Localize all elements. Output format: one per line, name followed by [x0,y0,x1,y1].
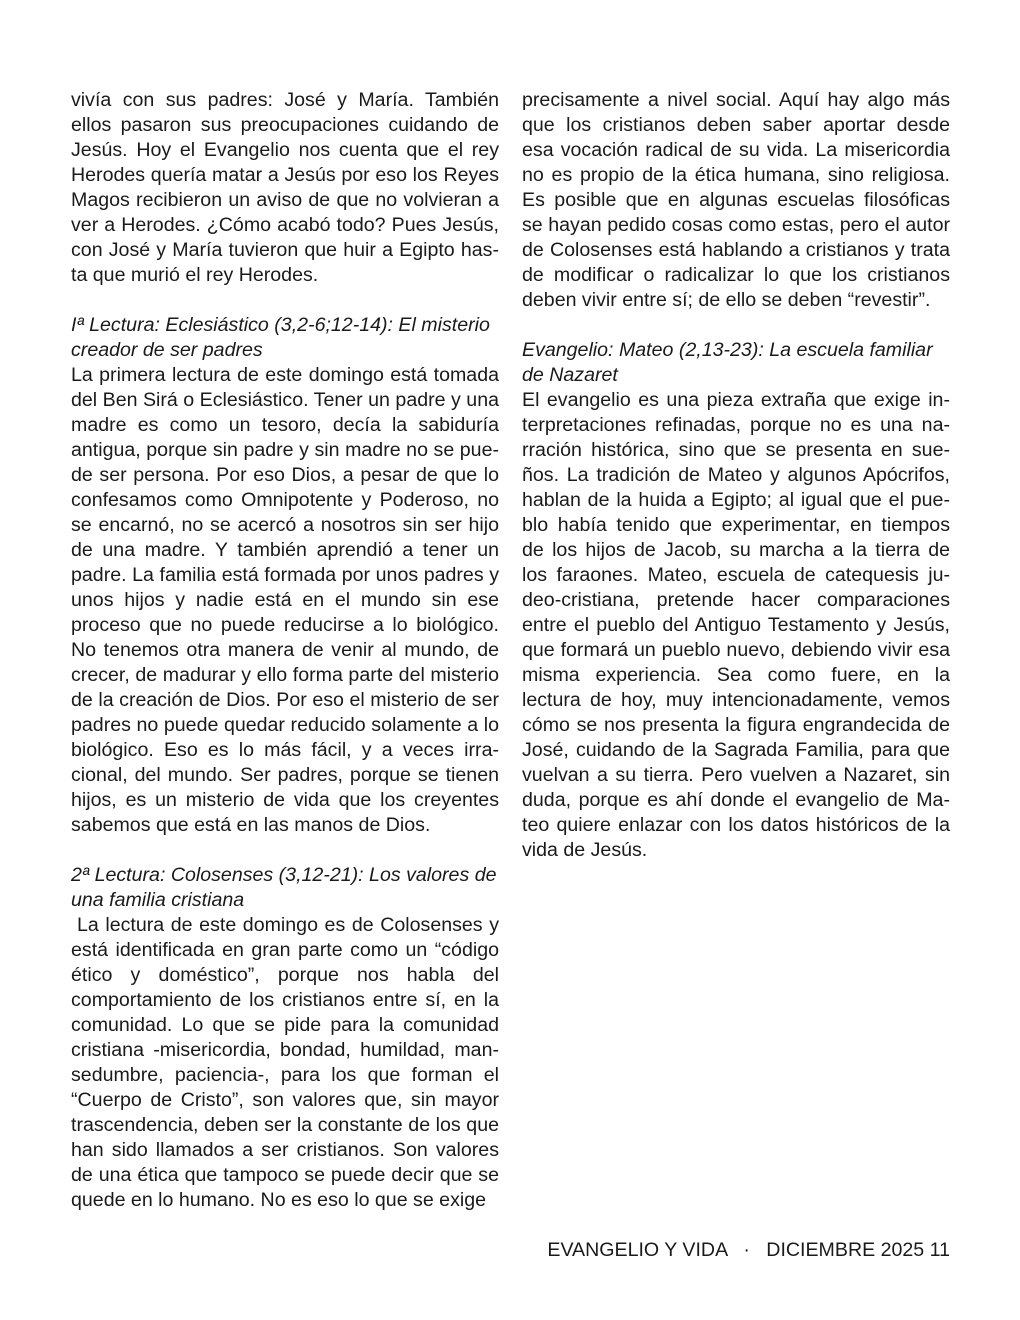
first-reading-body: La primera lectura de este domingo está tomada del Ben Sirá o Eclesiástico. Tener un padre y una madre es como un tesoro, decía la sabiduría antigua, porque sin padre y sin madre no se puede ser persona. Por eso Dios, a pesar de que lo confesamos como Omnipotente y Poderoso, no se encarnó, no se acercó a nosotros sin ser hijo de una madre. Y también aprendió a tener un padre. La familia está formada por unos padres y unos hijos y nadie está en el mundo sin ese proceso que no puede reducirse a lo biológico. No tenemos otra manera de venir al mundo, de crecer, de madurar y ello forma parte del misterio de la creación de Dios. Por eso el misterio de ser padres no puede quedar reducido solamente a lo biológico. Eso es lo más fácil, y a veces irracional, del mundo. Ser padres, porque se tienen hijos, es un misterio de vida que los creyentes sabemos que está en las manos de Dios. [71,364,499,836]
intro-paragraph: vivía con sus padres: José y María. También ellos pasaron sus preocupaciones cuidando de Jesús. Hoy el Evangelio nos cuenta que el rey Herodes quería matar a Jesús por eso los Reyes Magos recibieron un aviso de que no volvieran a ver a Herodes. ¿Cómo acabó todo? Pues Jesús, con José y María tuvieron que huir a Egipto hasta que murió el rey Herodes. [71,89,499,286]
footer-separator: · [743,1239,750,1261]
second-reading-body: La lectura de este domingo es de Colosenses y está identificada en gran parte como un “código ético y doméstico”, porque nos habla del comportamiento de los cristianos entre sí, en la comunidad. Lo que se pide para la comunidad cristiana -misericordia, bondad, humildad, mansedumbre, paciencia-, para los que forman el “Cuerpo de Cristo”, son valores que, sin mayor trascendencia, deben ser la constante de los que han sido llamados a ser cristianos. Son valores de una ética que tampoco se puede decir que se quede en lo humano. No es eso lo que se exige [71,914,499,1211]
publication-name: EVANGELIO Y VIDA [547,1239,728,1261]
left-column [71,88,499,1213]
gospel-body: El evangelio es una pieza extraña que exige interpretaciones refinadas, porque no es una narración histórica, sino que se presenta en sueños. La tradición de Mateo y algunos Apócrifos, hablan de la huida a Egipto; al igual que el pueblo había tenido que experimentar, en tiempos de los hijos de Jacob, su marcha a la tierra de los faraones. Mateo, escuela de catequesis judeo-cristiana, pretende hacer comparaciones entre el pueblo del Antiguo Testamento y Jesús, que formará un pueblo nuevo, debiendo vivir esa misma experiencia. Sea como fuere, en la lectura de hoy, muy intencionadamente, vemos cómo se nos presenta la figura engrandecida de José, cuidando de la Sagrada Familia, para que vuelvan a su tierra. Pero vuelven a Nazaret, sin duda, porque es ahí donde el evangelio de Mateo quiere enlazar con los datos históricos de la vida de Jesús. [522,389,950,861]
first-reading-heading: Iª Lectura: Eclesiástico (3,2-6;12-14): El misterio creador de ser padres [71,314,490,361]
right-column [522,88,950,863]
page-footer [547,1238,950,1262]
issue-date: DICIEMBRE 2025 [766,1239,925,1261]
gospel-heading: Evangelio: Mateo (2,13-23): La escuela familiar de Nazaret [522,339,933,386]
page-number: 11 [929,1239,950,1261]
second-reading-heading: 2ª Lectura: Colosenses (3,12-21): Los valores de una familia cristiana [71,864,497,911]
continuation-paragraph: precisamente a nivel social. Aquí hay algo más que los cristianos deben saber aportar desde esa vocación radical de su vida. La misericordia no es propio de la ética humana, sino religiosa. Es posible que en algunas escuelas filosóficas se hayan pedido cosas como estas, pero el autor de Colosenses está hablando a cristianos y trata de modificar o radicalizar lo que los cristianos deben vivir entre sí; de ello se deben “revestir”. [522,89,950,311]
